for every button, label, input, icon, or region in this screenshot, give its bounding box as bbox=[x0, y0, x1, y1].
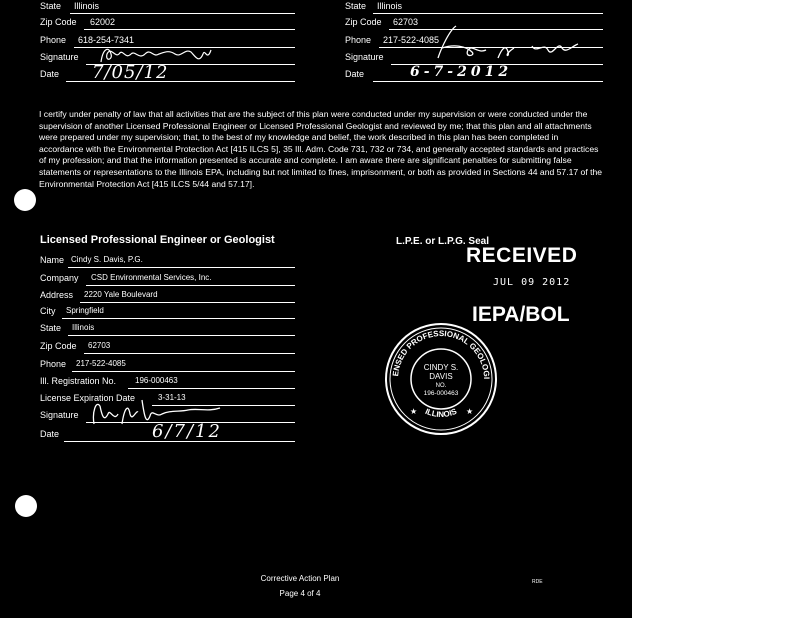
field-label: City bbox=[40, 306, 56, 316]
field-label: State bbox=[40, 1, 62, 11]
field-label: Ill. Registration No. bbox=[40, 376, 117, 386]
field-label: State bbox=[345, 1, 367, 11]
seal-star-left: ★ bbox=[410, 407, 418, 416]
field-label: Company bbox=[40, 273, 79, 283]
field-underline bbox=[62, 318, 295, 319]
engineer-date-handwritten: 6/7/12 bbox=[152, 421, 222, 442]
field-label: Date bbox=[345, 69, 365, 79]
seal-star-right: ★ bbox=[466, 407, 474, 416]
seal-center-line: DAVIS bbox=[429, 372, 453, 381]
owner-left-state-field bbox=[40, 0, 295, 14]
engineer-heading: Licensed Professional Engineer or Geologist bbox=[40, 234, 275, 246]
owner-left-date-handwritten: 7/05/12 bbox=[92, 62, 169, 83]
field-value: 618-254-7341 bbox=[78, 35, 135, 45]
field-value: 62703 bbox=[393, 17, 419, 27]
field-value: 217-522-4085 bbox=[383, 35, 440, 45]
field-value: Illinois bbox=[74, 1, 100, 11]
field-label: Date bbox=[40, 429, 60, 439]
seal-center-line: 196-000463 bbox=[423, 390, 459, 397]
field-underline bbox=[128, 388, 295, 389]
field-underline bbox=[80, 302, 295, 303]
field-label: Phone bbox=[40, 359, 67, 369]
field-label: Date bbox=[40, 69, 60, 79]
punch-hole-top bbox=[14, 189, 36, 211]
received-stamp: RECEIVED bbox=[466, 244, 578, 267]
field-label: State bbox=[40, 323, 62, 333]
footer-title: Corrective Action Plan bbox=[260, 574, 340, 583]
field-underline bbox=[72, 371, 295, 372]
field-label: Zip Code bbox=[40, 341, 77, 351]
field-underline bbox=[68, 335, 295, 336]
field-label: Name bbox=[40, 255, 65, 265]
engineer-name-field bbox=[40, 254, 295, 268]
field-label: Address bbox=[40, 290, 74, 300]
field-label: Signature bbox=[345, 52, 384, 62]
field-underline bbox=[68, 267, 295, 268]
engineer-state-field bbox=[40, 322, 295, 336]
field-value: 3-31-13 bbox=[158, 393, 186, 402]
field-value: CSD Environmental Services, Inc. bbox=[91, 273, 212, 282]
certification-statement: I certify under penalty of law that all activities that are the subject of this plan were conducted under my supervision or were conducted under the supervision of another Licensed Professional Engineer or Licensed Professional Geologist and reviewed by me; that this plan and all attachments were prepared under my supervision; that, to the best of my knowledge and belief, the work described in this plan has been completed in accordance with the Environmental Protection Act [415 ILCS 5], 35 Ill. Adm. Code 731, 732 or 734, and generally accepted standards and practices of my profession; and that the information presented is accurate and complete. I am aware there are significant penalties for submitting false statements or representations to the Illinois EPA, including but not limited to fines, imprisonment, or both as provided in Sections 44 and 57.17 of the Environmental Protection Act [415 ILCS 5/44 and 57.17]. bbox=[39, 109, 603, 189]
field-label: Zip Code bbox=[345, 17, 382, 27]
field-value: 62002 bbox=[90, 17, 116, 27]
owner-right-signature-image bbox=[402, 22, 582, 66]
field-label: Signature bbox=[40, 52, 79, 62]
field-label: Zip Code bbox=[40, 17, 77, 27]
received-stamp-date: JUL 09 2012 bbox=[493, 277, 571, 288]
field-underline bbox=[84, 29, 295, 30]
field-value: Springfield bbox=[66, 306, 104, 315]
field-underline bbox=[70, 13, 295, 14]
field-value: 62703 bbox=[88, 341, 111, 350]
field-label: Signature bbox=[40, 410, 79, 420]
field-label: Phone bbox=[345, 35, 372, 45]
engineer-registration-field bbox=[40, 375, 295, 389]
owner-left-zip-field bbox=[40, 16, 295, 30]
engineer-address-field bbox=[40, 289, 295, 303]
field-value: 2220 Yale Boulevard bbox=[84, 290, 158, 299]
seal-bottom-text: ILLINOIS bbox=[423, 406, 459, 420]
engineer-company-field bbox=[40, 272, 295, 286]
seal-center-line: NO. bbox=[435, 383, 447, 389]
field-label: License Expiration Date bbox=[40, 393, 136, 403]
owner-right-state-field bbox=[345, 0, 603, 14]
field-value: 217-522-4085 bbox=[76, 359, 126, 368]
received-stamp-org: IEPA/BOL bbox=[472, 303, 570, 326]
seal-ring-text: LICENSED PROFESSIONAL GEOLOGIST bbox=[381, 315, 492, 380]
engineer-phone-field bbox=[40, 358, 295, 372]
field-underline bbox=[84, 353, 295, 354]
field-label: Phone bbox=[40, 35, 67, 45]
professional-seal bbox=[381, 315, 498, 436]
corner-mark: RDE bbox=[532, 579, 543, 585]
field-underline bbox=[373, 81, 603, 82]
seal-heading: L.P.E. or L.P.G. Seal bbox=[396, 236, 490, 247]
field-value: Illinois bbox=[377, 1, 403, 11]
field-value: 196-000463 bbox=[135, 376, 178, 385]
field-underline bbox=[373, 13, 603, 14]
field-value: Illinois bbox=[72, 323, 95, 332]
seal-center-line: CINDY S. bbox=[423, 363, 459, 372]
engineer-zip-field bbox=[40, 340, 295, 354]
field-underline bbox=[86, 285, 295, 286]
footer-page-number: Page 4 of 4 bbox=[279, 589, 321, 598]
punch-hole-bottom bbox=[15, 495, 37, 517]
owner-right-date-handwritten: 6-7-2012 bbox=[410, 64, 513, 80]
field-value: Cindy S. Davis, P.G. bbox=[71, 255, 143, 264]
engineer-city-field bbox=[40, 305, 295, 319]
